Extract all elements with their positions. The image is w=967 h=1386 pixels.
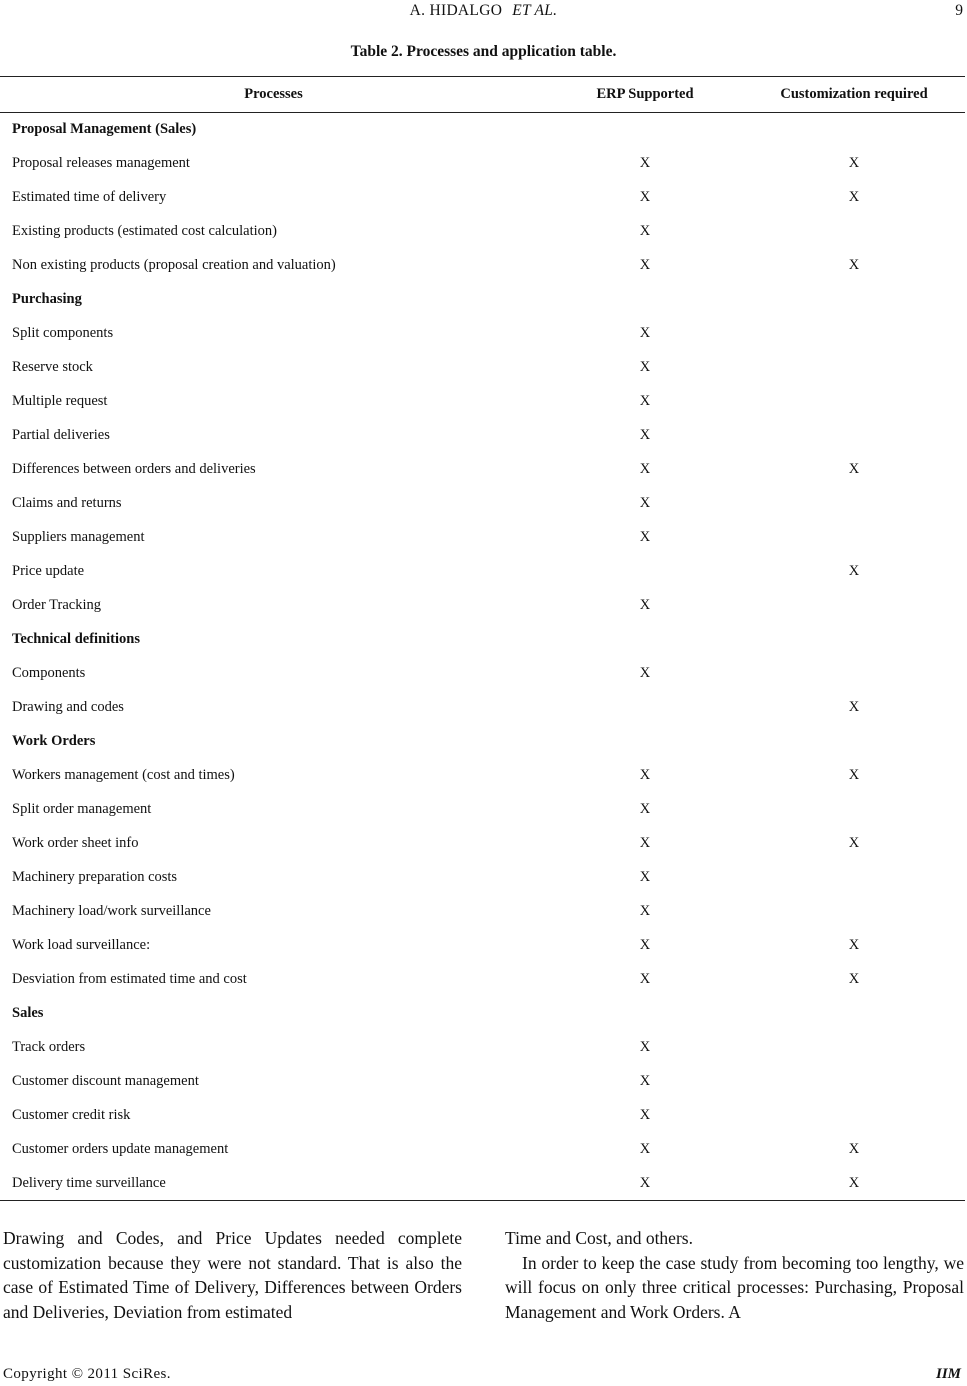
body-text-right-column xyxy=(505,1226,964,1324)
table-row xyxy=(0,1065,965,1099)
erp-supported-cell: X xyxy=(639,495,651,511)
erp-supported-cell: X xyxy=(639,1174,651,1191)
process-name-cell: Order Tracking xyxy=(12,597,102,613)
table-row xyxy=(0,249,965,283)
page-number: 9 xyxy=(955,2,963,19)
erp-supported-cell xyxy=(547,691,743,725)
erp-supported-cell: X xyxy=(639,189,651,205)
process-name-cell: Delivery time surveillance xyxy=(12,1174,166,1191)
customization-required-cell xyxy=(743,861,965,895)
erp-supported-cell: X xyxy=(639,325,651,341)
customization-required-cell: X xyxy=(848,155,860,171)
customization-required-cell xyxy=(743,793,965,827)
erp-supported-cell xyxy=(547,623,743,657)
table-row xyxy=(0,1133,965,1167)
erp-supported-cell: X xyxy=(639,529,651,545)
processes-table-container xyxy=(0,76,965,1201)
table-row xyxy=(0,351,965,385)
erp-supported-cell: X xyxy=(639,1107,651,1123)
process-name-cell: Work load surveillance: xyxy=(12,937,151,953)
table-row xyxy=(0,1031,965,1065)
erp-supported-cell: X xyxy=(639,801,651,817)
process-name-cell: Machinery preparation costs xyxy=(12,869,178,885)
body-text-left-column xyxy=(3,1226,462,1324)
table-row xyxy=(0,215,965,249)
customization-required-cell xyxy=(743,283,965,317)
customization-required-cell xyxy=(743,1065,965,1099)
table-row xyxy=(0,963,965,997)
process-name-cell: Existing products (estimated cost calculation) xyxy=(12,223,277,239)
process-name-cell: Customer credit risk xyxy=(12,1107,131,1123)
erp-supported-cell: X xyxy=(639,937,651,953)
table-row xyxy=(0,691,965,725)
table-row xyxy=(0,929,965,963)
table-row xyxy=(0,487,965,521)
erp-supported-cell xyxy=(547,283,743,317)
process-name-cell: Track orders xyxy=(12,1039,86,1055)
process-name-cell: Workers management (cost and times) xyxy=(12,767,235,783)
erp-supported-cell: X xyxy=(639,1141,651,1157)
table-row xyxy=(0,419,965,453)
erp-supported-cell: X xyxy=(639,461,651,477)
process-name-cell: Proposal releases management xyxy=(12,155,190,171)
erp-supported-cell: X xyxy=(639,665,651,681)
process-name-cell: Estimated time of delivery xyxy=(12,189,167,205)
process-name-cell: Work order sheet info xyxy=(12,835,139,851)
column-header-erp-supported: ERP Supported xyxy=(596,86,694,102)
process-name-cell: Drawing and codes xyxy=(12,699,124,715)
header-author: A. HIDALGO xyxy=(409,2,503,19)
erp-supported-cell: X xyxy=(639,223,651,239)
process-name-cell: Split order management xyxy=(12,801,152,817)
process-name-cell: Machinery load/work surveillance xyxy=(12,903,211,919)
customization-required-cell xyxy=(743,895,965,929)
erp-supported-cell: X xyxy=(639,903,651,919)
table-row xyxy=(0,657,965,691)
table-row xyxy=(0,453,965,487)
body-paragraph: Drawing and Codes, and Price Updates needed complete customization because they were not standard. That is also the case of Estimated Time of Delivery, Differences between Orders and Deliveries, Deviation from estimated xyxy=(3,1228,462,1322)
erp-supported-cell: X xyxy=(639,767,651,783)
customization-required-cell xyxy=(743,589,965,623)
customization-required-cell: X xyxy=(848,1141,860,1157)
table-row xyxy=(0,589,965,623)
footer-copyright: Copyright © 2011 SciRes. xyxy=(3,1366,171,1382)
customization-required-cell: X xyxy=(848,971,860,987)
customization-required-cell xyxy=(743,1031,965,1065)
table-row xyxy=(0,317,965,351)
customization-required-cell: X xyxy=(848,835,860,851)
customization-required-cell xyxy=(743,351,965,385)
customization-required-cell xyxy=(743,657,965,691)
table-row xyxy=(0,147,965,181)
customization-required-cell xyxy=(743,215,965,249)
section-heading-cell: Sales xyxy=(12,1005,44,1021)
erp-supported-cell xyxy=(547,555,743,589)
erp-supported-cell: X xyxy=(639,1073,651,1089)
erp-supported-cell: X xyxy=(639,155,651,171)
process-name-cell: Desviation from estimated time and cost xyxy=(12,971,247,987)
process-name-cell: Multiple request xyxy=(12,393,108,409)
customization-required-cell xyxy=(743,317,965,351)
table-body xyxy=(0,113,965,1201)
erp-supported-cell: X xyxy=(639,597,651,613)
customization-required-cell: X xyxy=(848,1174,860,1191)
erp-supported-cell: X xyxy=(639,393,651,409)
erp-supported-cell xyxy=(547,997,743,1031)
table-row xyxy=(0,793,965,827)
column-header-processes: Processes xyxy=(244,86,303,102)
table-section-row xyxy=(0,113,965,147)
erp-supported-cell: X xyxy=(639,427,651,443)
process-name-cell: Split components xyxy=(12,325,114,341)
process-name-cell: Non existing products (proposal creation and valuation) xyxy=(12,257,336,273)
header-etal: ET AL. xyxy=(512,2,558,19)
customization-required-cell: X xyxy=(848,937,860,953)
process-name-cell: Price update xyxy=(12,563,85,579)
process-name-cell: Differences between orders and deliveries xyxy=(12,461,256,477)
process-name-cell: Customer discount management xyxy=(12,1073,199,1089)
customization-required-cell xyxy=(743,521,965,555)
processes-table xyxy=(0,76,965,1201)
erp-supported-cell: X xyxy=(639,835,651,851)
customization-required-cell: X xyxy=(848,189,860,205)
process-name-cell: Reserve stock xyxy=(12,359,93,375)
process-name-cell: Suppliers management xyxy=(12,529,145,545)
customization-required-cell: X xyxy=(848,461,860,477)
table-row xyxy=(0,1167,965,1201)
table-row xyxy=(0,521,965,555)
table-row xyxy=(0,181,965,215)
process-name-cell: Components xyxy=(12,665,86,681)
customization-required-cell xyxy=(743,997,965,1031)
body-paragraph: Time and Cost, and others. xyxy=(505,1228,693,1248)
table-row xyxy=(0,385,965,419)
column-header-customization-required: Customization required xyxy=(780,86,928,102)
footer-journal: IIM xyxy=(935,1366,961,1382)
table-row xyxy=(0,827,965,861)
table-section-row xyxy=(0,725,965,759)
customization-required-cell: X xyxy=(848,563,860,579)
erp-supported-cell xyxy=(547,725,743,759)
process-name-cell: Customer orders update management xyxy=(12,1141,229,1157)
erp-supported-cell: X xyxy=(639,1039,651,1055)
section-heading-cell: Work Orders xyxy=(12,733,96,749)
erp-supported-cell: X xyxy=(639,257,651,273)
process-name-cell: Claims and returns xyxy=(12,495,122,511)
customization-required-cell xyxy=(743,725,965,759)
erp-supported-cell: X xyxy=(639,359,651,375)
running-header xyxy=(0,2,967,20)
customization-required-cell xyxy=(743,1099,965,1133)
customization-required-cell xyxy=(743,113,965,147)
table-header-row xyxy=(0,77,965,113)
table-section-row xyxy=(0,623,965,657)
customization-required-cell xyxy=(743,419,965,453)
process-name-cell: Partial deliveries xyxy=(12,427,110,443)
body-paragraph: In order to keep the case study from becoming too lengthy, we will focus on only three critical processes: Purchasing, Proposal Management and Work Orders. A xyxy=(505,1252,964,1322)
table-row xyxy=(0,1099,965,1133)
table-row xyxy=(0,759,965,793)
erp-supported-cell xyxy=(547,113,743,147)
table-caption: Table 2. Processes and application table. xyxy=(350,43,617,60)
customization-required-cell: X xyxy=(848,257,860,273)
table-section-row xyxy=(0,283,965,317)
customization-required-cell xyxy=(743,487,965,521)
table-row xyxy=(0,555,965,589)
customization-required-cell xyxy=(743,385,965,419)
section-heading-cell: Technical definitions xyxy=(12,631,140,647)
customization-required-cell: X xyxy=(848,699,860,715)
erp-supported-cell: X xyxy=(639,971,651,987)
section-heading-cell: Purchasing xyxy=(12,291,82,307)
section-heading-cell: Proposal Management (Sales) xyxy=(12,121,197,138)
table-section-row xyxy=(0,997,965,1031)
table-row xyxy=(0,861,965,895)
customization-required-cell xyxy=(743,623,965,657)
erp-supported-cell: X xyxy=(639,869,651,885)
customization-required-cell: X xyxy=(848,767,860,783)
table-row xyxy=(0,895,965,929)
